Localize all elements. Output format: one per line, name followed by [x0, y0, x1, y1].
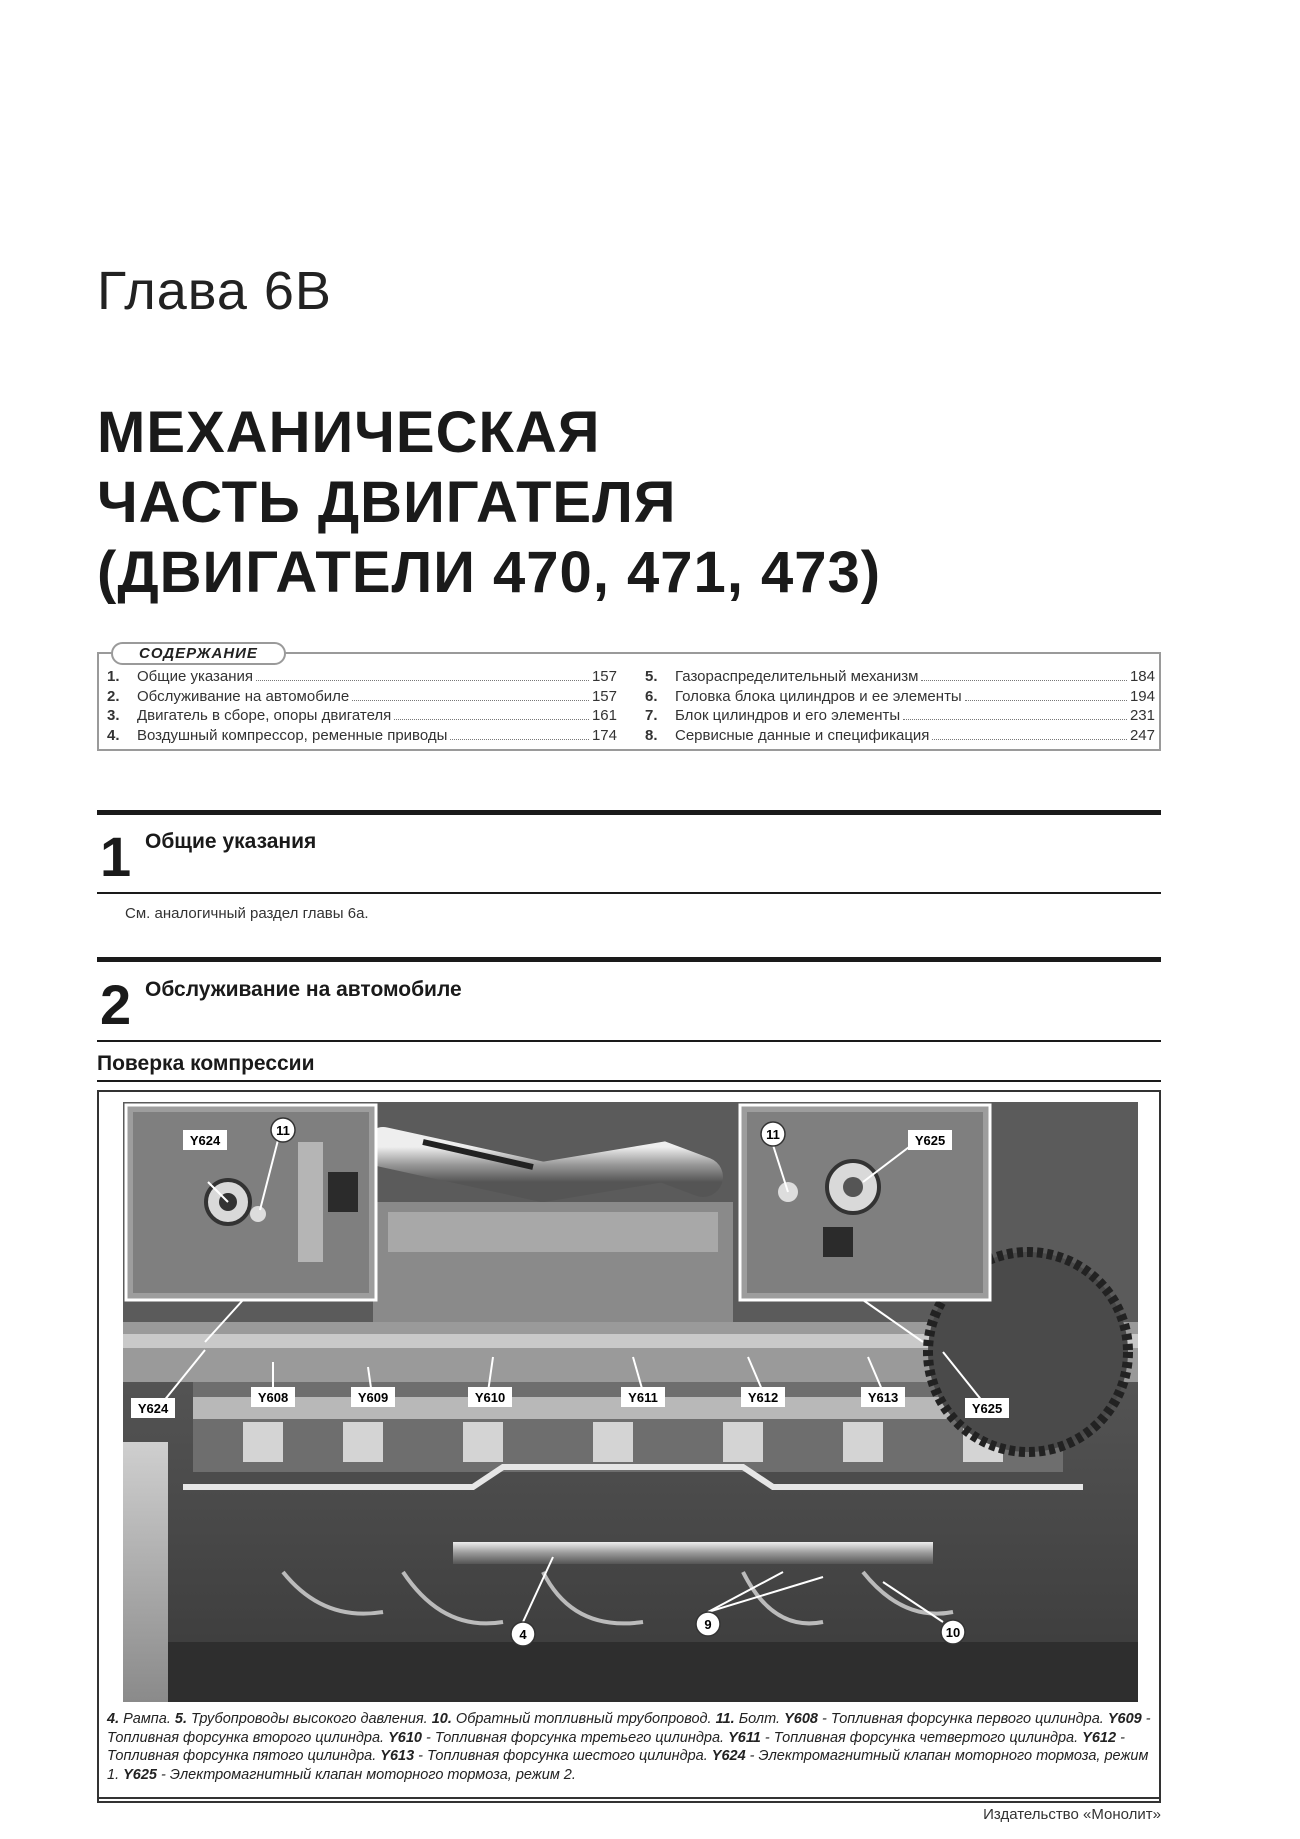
toc-dot-leader — [352, 700, 589, 701]
callout-y624: Y624 — [137, 1401, 169, 1416]
caption-text: - Топливная форсунка шестого цилиндра. — [414, 1748, 712, 1764]
toc-item[interactable] — [107, 727, 617, 747]
chapter-title — [97, 398, 881, 608]
section-text: См. аналогичный раздел главы 6а. — [125, 905, 369, 922]
caption-key: Y610 — [388, 1729, 422, 1746]
toc-item-page: 157 — [591, 687, 617, 705]
toc-item-page: 157 — [591, 668, 617, 685]
section-divider — [97, 957, 1161, 962]
toc-item-number: 7. — [645, 707, 658, 724]
caption-key: 4. — [107, 1711, 120, 1727]
toc-column-right — [645, 668, 1155, 746]
callout-y624-inset: Y624 — [189, 1133, 221, 1148]
toc-dot-leader — [921, 680, 1126, 681]
table-of-contents — [97, 645, 1161, 751]
caption-key: 11. — [715, 1711, 735, 1727]
toc-item[interactable] — [645, 727, 1155, 747]
left-pipe — [123, 1442, 168, 1702]
callout-y609: Y609 — [357, 1390, 389, 1405]
toc-item-page: 247 — [1129, 726, 1155, 744]
toc-column-left — [107, 668, 617, 746]
caption-text: - Топливная форсунка третьего цилиндра. — [421, 1729, 729, 1746]
callout-11-right: 11 — [766, 1127, 780, 1142]
caption-key: 5. — [174, 1711, 187, 1727]
toc-item-number: 1. — [107, 668, 120, 685]
callout-y611: Y611 — [628, 1390, 658, 1405]
caption-text: - Топливная форсунка четвертого цилиндра. — [760, 1729, 1083, 1746]
toc-item-number: 4. — [107, 726, 120, 744]
caption-text: Обратный топливный трубопровод. — [451, 1711, 716, 1727]
caption-text: - Топливная форсунка первого цилиндра. — [817, 1711, 1108, 1727]
toc-item-number: 2. — [107, 687, 120, 705]
toc-item-page: 184 — [1129, 668, 1155, 685]
section-title: Обслуживание на автомобиле — [145, 978, 462, 1001]
toc-item-title: Сервисные данные и спецификация — [675, 726, 930, 744]
toc-item-title: Воздушный компрессор, ременные приводы — [137, 726, 448, 744]
callout-y610: Y610 — [474, 1390, 506, 1405]
callout-y613: Y613 — [867, 1390, 899, 1405]
section-divider — [97, 1040, 1161, 1042]
toc-item-title: Блок цилиндров и его элементы — [675, 707, 901, 724]
section-number: 2 — [100, 973, 132, 1036]
inset-left — [126, 1105, 376, 1300]
section-title: Общие указания — [145, 830, 317, 853]
lower-block — [123, 1642, 1138, 1702]
callout-10: 10 — [945, 1625, 961, 1640]
toc-item-title: Газораспределительный механизм — [675, 668, 919, 685]
toc-item-number: 8. — [645, 726, 658, 744]
toc-item-page: 231 — [1129, 707, 1155, 724]
subsection-title: Поверка компрессии — [97, 1052, 315, 1075]
toc-dot-leader — [932, 739, 1127, 740]
caption-key: Y613 — [380, 1748, 415, 1764]
chapter-title-line: МЕХАНИЧЕСКАЯ — [97, 400, 601, 465]
caption-key: 10. — [431, 1711, 452, 1727]
caption-text: - Топливная форсунка второго цилиндра. — [107, 1711, 1151, 1746]
chapter-title-line: (ДВИГАТЕЛИ 470, 471, 473) — [97, 540, 882, 605]
caption-text: - Электромагнитный клапан моторного тормоза, режим 1. — [107, 1748, 1149, 1783]
toc-item[interactable] — [645, 688, 1155, 708]
section-divider — [97, 810, 1161, 815]
toc-item-title: Общие указания — [137, 668, 254, 685]
caption-text: - Топливная форсунка пятого цилиндра. — [107, 1729, 1125, 1764]
toc-dot-leader — [903, 719, 1127, 720]
callout-y625-inset: Y625 — [914, 1133, 946, 1148]
caption-text: Рампа. — [119, 1711, 175, 1727]
toc-item-number: 5. — [645, 668, 658, 685]
caption-key: Y608 — [784, 1711, 818, 1727]
callout-y612: Y612 — [747, 1390, 779, 1405]
caption-key: Y625 — [123, 1766, 157, 1783]
callout-4: 4 — [519, 1627, 527, 1642]
toc-label: СОДЕРЖАНИЕ — [111, 642, 286, 665]
engine-figure — [97, 1090, 1161, 1803]
toc-item-number: 3. — [107, 707, 120, 724]
callout-11-left: 11 — [276, 1123, 290, 1138]
toc-item[interactable] — [107, 707, 617, 727]
toc-dot-leader — [450, 739, 589, 740]
toc-item-title: Двигатель в сборе, опоры двигателя — [137, 707, 392, 724]
toc-dot-leader — [965, 700, 1127, 701]
caption-key: Y609 — [1107, 1711, 1142, 1727]
toc-item[interactable] — [645, 707, 1155, 727]
toc-item-page: 174 — [591, 726, 617, 744]
section-number: 1 — [100, 825, 132, 888]
toc-item-title: Головка блока цилиндров и ее элементы — [675, 687, 962, 705]
caption-key: Y612 — [1082, 1729, 1117, 1746]
caption-key: Y611 — [728, 1729, 761, 1746]
callout-y608: Y608 — [257, 1390, 289, 1405]
callout-y625: Y625 — [971, 1401, 1003, 1416]
footer-divider — [97, 1797, 1161, 1799]
caption-key: Y624 — [711, 1748, 746, 1764]
fuel-rail — [453, 1542, 933, 1564]
engine-photo — [123, 1102, 1138, 1702]
toc-item-page: 194 — [1129, 687, 1155, 705]
toc-item-title: Обслуживание на автомобиле — [137, 687, 350, 705]
section-divider — [97, 892, 1161, 894]
valve-cover-top — [388, 1212, 718, 1252]
toc-item[interactable] — [107, 688, 617, 708]
caption-text: Болт. — [734, 1711, 785, 1727]
toc-item[interactable] — [107, 668, 617, 688]
toc-item[interactable] — [645, 668, 1155, 688]
toc-item-number: 6. — [645, 687, 658, 705]
toc-dot-leader — [394, 719, 589, 720]
figure-caption — [107, 1710, 1151, 1784]
chapter-label: Глава 6В — [97, 261, 332, 321]
toc-dot-leader — [256, 680, 589, 681]
caption-text: Трубопроводы высокого давления. — [187, 1711, 432, 1727]
subsection-divider — [97, 1080, 1161, 1082]
caption-text: - Электромагнитный клапан моторного тормоза, режим 2. — [157, 1766, 576, 1783]
callout-9: 9 — [704, 1617, 712, 1632]
chapter-title-line: ЧАСТЬ ДВИГАТЕЛЯ — [97, 470, 677, 535]
publisher-footer: Издательство «Монолит» — [983, 1806, 1161, 1823]
toc-item-page: 161 — [591, 707, 617, 724]
